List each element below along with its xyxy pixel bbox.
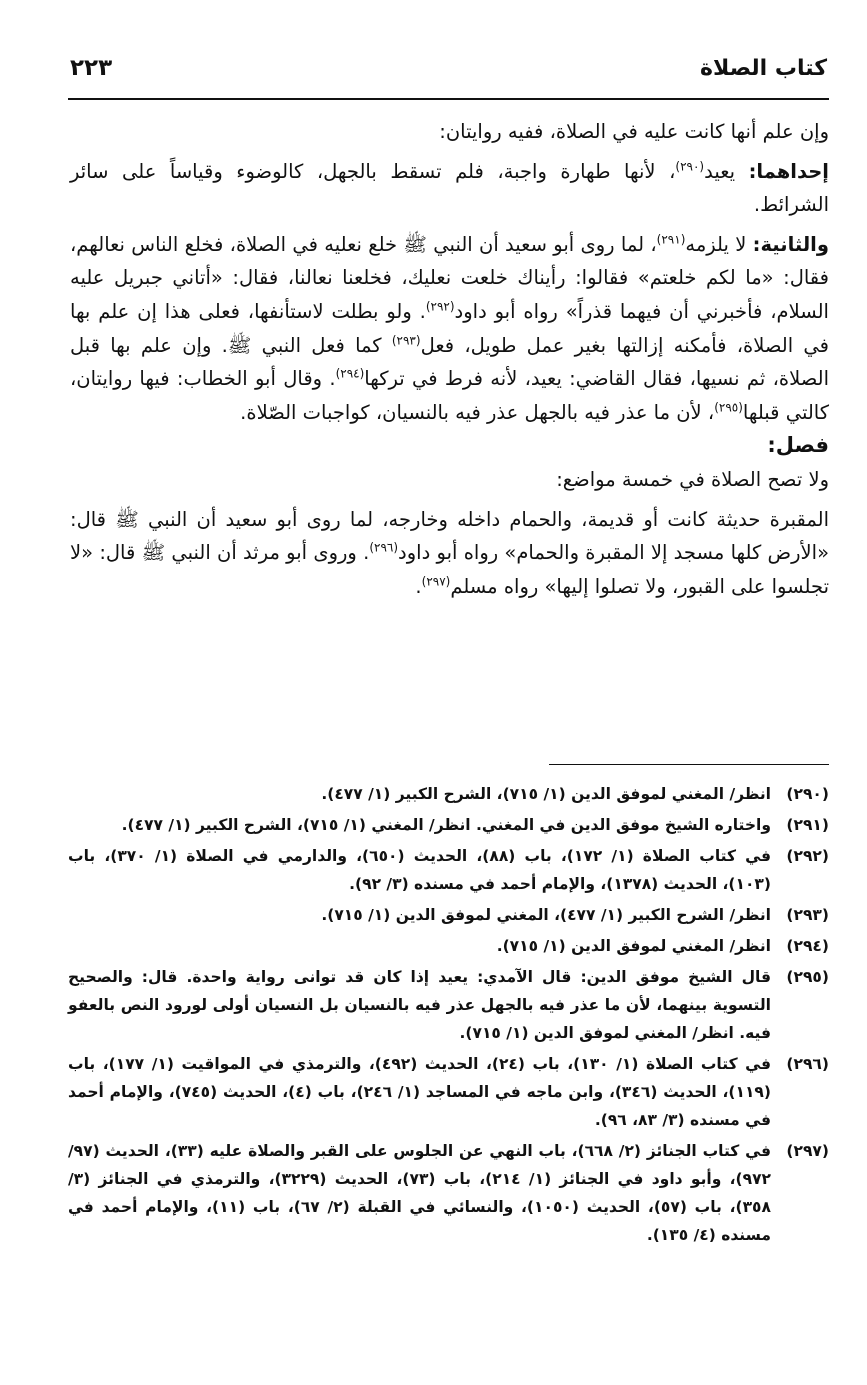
footnote-number: (٢٩٦) <box>786 1055 829 1073</box>
footnote-text: واختاره الشيخ موفق الدين في المغني. انظر/ المغني (١/ ٧١٥)، الشرح الكبير (١/ ٤٧٧). <box>121 816 771 834</box>
footnote <box>68 932 829 960</box>
footnote-number: (٢٩٤) <box>786 937 829 955</box>
footnote <box>68 811 829 839</box>
text-run: . وقال أبو الخطاب: فيها روايتان، كالتي قبلها <box>70 367 829 424</box>
footnote-number: (٢٩٠) <box>786 785 829 803</box>
paragraph <box>70 228 829 430</box>
footnote-ref: (٢٩٦) <box>369 540 399 555</box>
footnote-number: (٢٩٥) <box>786 968 829 986</box>
footnote-text: انظر/ المغني لموفق الدين (١/ ٧١٥)، الشرح الكبير (١/ ٤٧٧). <box>321 785 771 803</box>
paragraph: وإن علم أنها كانت عليه في الصلاة، ففيه روايتان: <box>439 120 829 143</box>
paragraph: ولا تصح الصلاة في خمسة مواضع: <box>556 467 829 491</box>
footnote-number: (٢٩٢) <box>786 847 829 865</box>
paragraph-lead: إحداهما: <box>748 159 829 183</box>
footnote <box>68 963 829 1047</box>
footnote-separator <box>549 764 829 765</box>
footnote-text: انظر/ الشرح الكبير (١/ ٤٧٧)، المغني لموفق الدين (١/ ٧١٥). <box>321 906 771 924</box>
running-title: كتاب الصلاة <box>700 55 827 81</box>
footnote-ref: (٢٩٠) <box>675 159 705 174</box>
footnote-ref: (٢٩٤) <box>335 366 365 381</box>
footnote-ref: (٢٩٢) <box>425 299 455 314</box>
footnote-ref: (٢٩١) <box>656 232 686 247</box>
footnote <box>68 1137 829 1249</box>
footnote-text: انظر/ المغني لموفق الدين (١/ ٧١٥). <box>496 937 771 955</box>
text-run: . <box>415 574 422 598</box>
section-heading: فصل: <box>767 433 829 458</box>
paragraph <box>70 155 829 222</box>
footnote <box>68 1050 829 1134</box>
footnote <box>68 901 829 929</box>
text-run: لا يلزمه <box>685 232 753 256</box>
text-run: ، لما روى أبو سعيد أن النبي ﷺ خلع نعليه في الصلاة، فخلع الناس نعالهم، فقال: «ما لكم خلعتم» فقالوا: رأيناك خلعت نعليك، فخلعنا نعالنا، فقال: «أتاني جبريل عليه السلام، فأخبرني أن فيهما قذراً» رواه أبو داود <box>70 232 829 323</box>
footnote <box>68 842 829 898</box>
footnote-text: قال الشيخ موفق الدين: قال الآمدي: يعيد إذا كان قد توانى رواية واحدة. قال: والصحيح التسوية بينهما، لأن ما عذر فيه بالجهل عذر فيه بالنسيان بل النسيان أولى لورود النص بالعفو فيه. انظر/ المغني لموفق الدين (١/ ٧١٥). <box>68 968 771 1042</box>
footnote-number: (٢٩١) <box>786 816 829 834</box>
footnote-text: في كتاب الصلاة (١/ ١٣٠)، باب (٢٤)، الحديث (٤٩٢)، والترمذي في المواقيت (١/ ١٧٧)، باب (١١٩)، الحديث (٣٤٦)، وابن ماجه في المساجد (١/ ٢٤٦)، باب (٤)، الحديث (٧٤٥)، والإمام أحمد في مسنده (٣/ ٨٣، ٩٦). <box>68 1055 771 1129</box>
text-run: . ولو بطلت لاستأنفها، فعلى هذا إن علم بها في الصلاة، فأمكنه إزالتها بغير عمل طويل، فعل <box>70 299 829 357</box>
footnote-ref: (٢٩٧) <box>421 574 451 589</box>
text-run: يعيد <box>704 159 749 183</box>
main-text <box>70 115 829 603</box>
text-run: كما فعل النبي ﷺ. وإن علم بها قبل الصلاة، ثم نسيها، فقال القاضي: يعيد، لأنه فرط في تركها <box>70 333 829 391</box>
header-rule <box>68 98 829 100</box>
text-run: ، لأنها طهارة واجبة، فلم تسقط بالجهل، كالوضوء وقياساً على سائر الشرائط. <box>70 159 829 217</box>
paragraph-lead: والثانية: <box>752 232 829 256</box>
footnote-text: في كتاب الصلاة (١/ ١٧٢)، باب (٨٨)، الحديث (٦٥٠)، والدارمي في الصلاة (١/ ٣٧٠)، باب (١٠٣)، الحديث (١٣٧٨)، والإمام أحمد في مسنده (٣/ ٩٢). <box>68 847 772 893</box>
footnote-text: في كتاب الجنائز (٢/ ٦٦٨)، باب النهي عن الجلوس على القبر والصلاة عليه (٣٣)، الحديث (٩٧/ ٩٧٢)، وأبو داود في الجنائز (١/ ٢١٤)، باب (٧٣)، الحديث (٣٢٢٩)، والترمذي في الجنائز (٣/ ٣٥٨)، باب (٥٧)، الحديث (١٠٥٠)، والنسائي في القبلة (٢/ ٦٧)، باب (١١)، والإمام أحمد في مسنده (٤/ ١٣٥). <box>68 1142 771 1244</box>
footnote <box>68 780 829 808</box>
page-header <box>70 48 827 88</box>
footnote-number: (٢٩٧) <box>786 1142 829 1160</box>
footnote-ref: (٢٩٥) <box>714 400 743 415</box>
paragraph <box>70 503 829 604</box>
footnote-ref: (٢٩٣) <box>391 333 421 348</box>
footnotes <box>68 780 829 1252</box>
text-run: . وروى أبو مرثد أن النبي ﷺ قال: «لا تجلسوا على القبور، ولا تصلوا إليها» رواه مسلم <box>70 541 829 598</box>
page-number: ٢٢٣ <box>70 55 113 81</box>
text-run: المقبرة حديثة كانت أو قديمة، والحمام داخله وخارجه، لما روى أبو سعيد أن النبي ﷺ قال: «الأرض كلها مسجد إلا المقبرة والحمام» رواه أبو داود <box>70 507 829 565</box>
text-run: ، لأن ما عذر فيه بالجهل عذر فيه بالنسيان، كواجبات الصّلاة. <box>240 400 715 424</box>
footnote-number: (٢٩٣) <box>786 906 829 924</box>
